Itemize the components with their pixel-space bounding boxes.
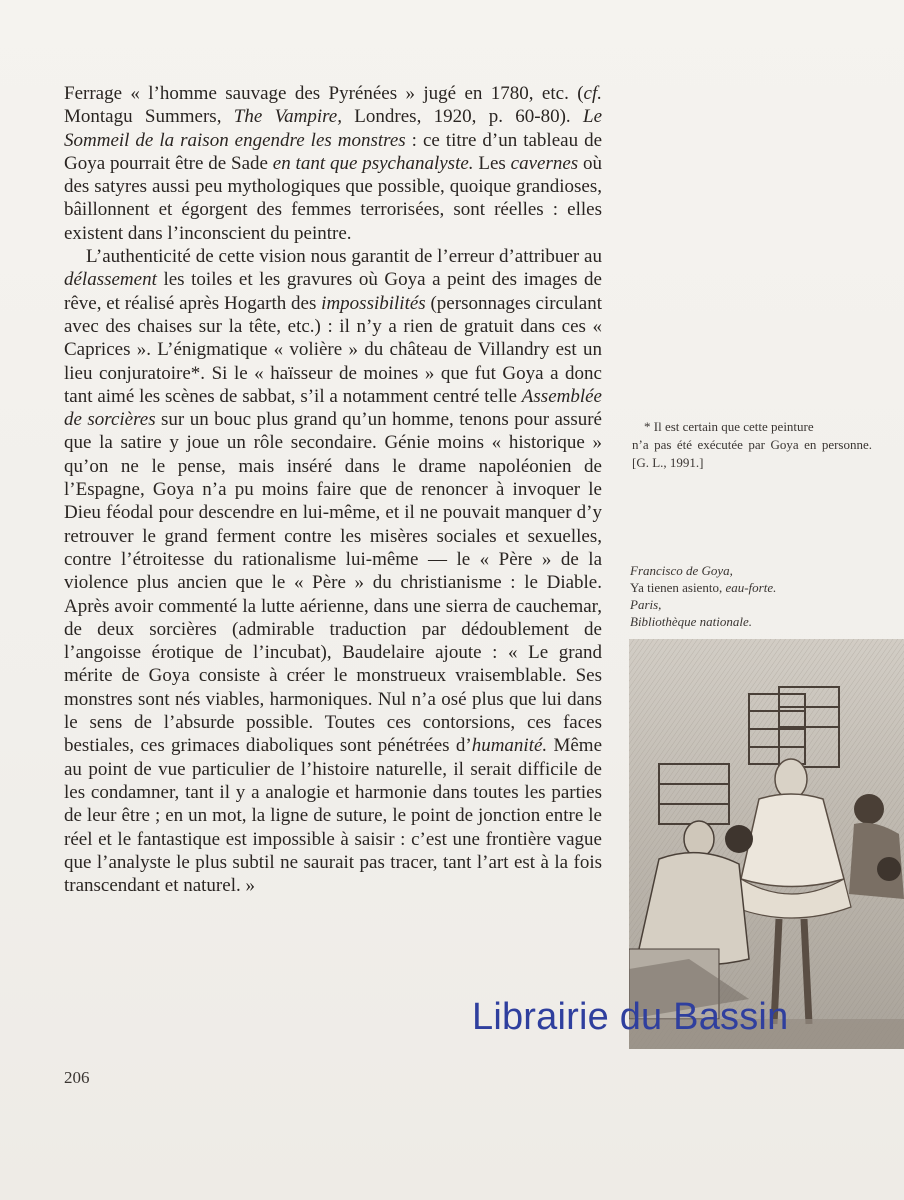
italic-run: cavernes <box>510 152 579 174</box>
text-run: (personnages circulant avec des chaises sur la tête, etc.) : il n’y a rien de gratuit dans ces « Caprices ». L’énigmatique « volière » du château de Villandry est un lieu conjuratoire*. Si le « haïsseur de moines » que fut Goya a donc tant aimé les scènes de sabbat, s’il a notamment centré telle <box>64 292 602 407</box>
italic-run: en tant que psychanalyste. <box>272 152 474 174</box>
italic-run: délassement <box>64 269 157 291</box>
text-run: sur un bouc plus grand qu’un homme, tenons pour assuré que la satire y joue un rôle secondaire. Génie moins « historique » qu’on ne le pense, mais inséré dans le drame napoléonien de l’Espagne, Goya n’a pu moins faire que de renoncer à invoquer le Dieu féodal pour descendre en lui-même, et il ne pouvait manquer d’y retrouver le grand ferment contre les misères sociales et sexuelles, contre l’étroitesse du rationalisme lui-même — le « Père » de la violence plus ancien que le « Père » du christianisme : le Diable. Après avoir commenté la lutte aérienne, dans une sierra de cauchemar, de deux sorcières (admirable traduction par dédoublement de l’angoisse érotique de l’incubat), Baudelaire ajoute : « Le grand mérite de Goya consiste à créer le monstrueux vraisemblable. Ses monstres sont nés viables, harmoniques. Nul n’a osé plus que lui dans le sens de l’absurde possible. Toutes ces contorsions, ces faces bestiales, ces grimaces diaboliques sont pénétrées d’ <box>64 409 602 757</box>
text-run: les toiles et les gravures où Goya a peint des images de rêve, et réalisé après Hogarth des <box>64 269 602 314</box>
paragraph-2 <box>64 245 602 897</box>
italic-run-painting-title: Le Sommeil de la raison engendre les monstres <box>64 106 603 151</box>
goya-etching-image <box>629 639 904 1049</box>
footnote-rest: n’a pas été exécutée par Goya en personne. [G. L., 1991.] <box>632 437 872 470</box>
text-run: L’authenticité de cette vision nous garantit de l’erreur d’attribuer au <box>86 246 602 268</box>
italic-run: cf. <box>583 83 602 104</box>
footnote <box>632 418 872 472</box>
caption-technique: eau-forte. <box>725 580 777 595</box>
italic-run: impossibilités <box>321 292 426 314</box>
caption-artist: Francisco de Goya, <box>630 563 733 578</box>
text-run: Montagu Summers, <box>64 106 234 128</box>
text-run: Ferrage « l’homme sauvage des Pyrénées » jugé en 1780, etc. ( <box>64 83 584 104</box>
text-run: Les <box>473 152 511 174</box>
caption-title: Ya tienen asiento, <box>630 580 723 595</box>
watermark-text: Librairie du Bassin <box>472 996 789 1038</box>
italic-run-book-title: The Vampire, <box>233 106 342 128</box>
footnote-first-line: * Il est certain que cette peinture <box>644 419 814 434</box>
main-text-column <box>64 82 602 897</box>
caption-city: Paris, <box>630 597 662 612</box>
text-run: où des satyres aussi peu mythologiques que possible, quoique grandioses, bâillonnent et égorgent des femmes terrorisées, sont réelles : elles existent dans l’inconscient du peintre. <box>64 152 603 244</box>
etching-illustration <box>629 639 904 1049</box>
paragraph-1 <box>64 82 602 245</box>
caption-library: Bibliothèque nationale. <box>630 614 753 629</box>
page-number: 206 <box>64 1068 90 1087</box>
text-run: Londres, 1920, p. 60-80). <box>341 106 584 128</box>
italic-run: humanité. <box>471 735 548 757</box>
text-run: Même au point de vue particulier de l’histoire naturelle, il serait difficile de les condamner, tant il y a analogie et harmonie dans toutes les parties de leur être ; en un mot, la ligne de suture, le point de jonction entre le réel et le fantastique est impossible à saisir : c’est une frontière vague que l’analyste le plus subtil ne saurait pas tracer, tant l’art est à la fois transcendant et naturel. » <box>64 735 603 897</box>
italic-run-painting-title: Assemblée de sorcières <box>64 385 602 431</box>
figure-caption <box>630 562 890 630</box>
text-run: : ce titre d’un tableau de Goya pourrait être de Sade <box>64 129 603 174</box>
